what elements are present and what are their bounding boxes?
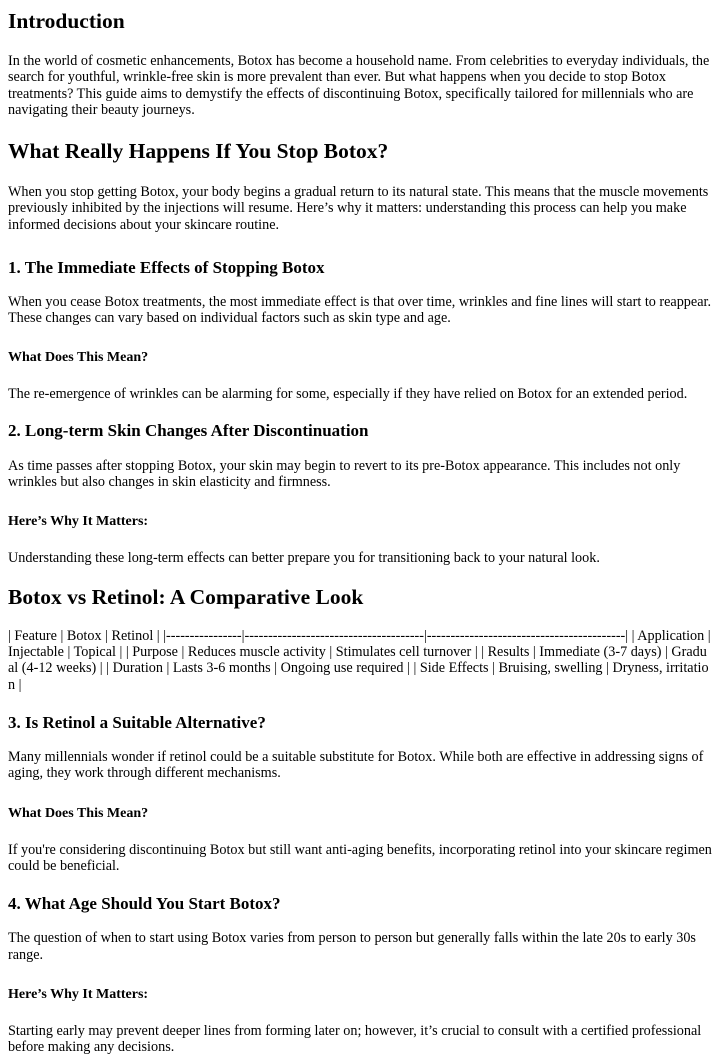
- heading-immediate-effects: 1. The Immediate Effects of Stopping Botox: [8, 258, 325, 278]
- paragraph: When you cease Botox treatments, the most immediate effect is that over time, wrinkles and fine lines will start to reappear. These changes can vary based on individual factors such as skin type and age.: [8, 294, 711, 327]
- heading-introduction: Introduction: [8, 9, 125, 33]
- subheading-why-it-matters: Here’s Why It Matters:: [8, 513, 149, 529]
- paragraph: The re-emergence of wrinkles can be alarming for some, especially if they have relied on Botox for an extended period.: [8, 385, 688, 402]
- paragraph: Starting early may prevent deeper lines from forming later on; however, it’s crucial to consult with a certified professional before making any decisions.: [8, 1022, 702, 1055]
- heading-age-to-start: 4. What Age Should You Start Botox?: [8, 894, 281, 914]
- subheading-what-does-this-mean: What Does This Mean?: [8, 349, 149, 365]
- paragraph: Many millennials wonder if retinol could be a suitable substitute for Botox. While both are effective in addressing signs of aging, they work through different mechanisms.: [8, 749, 704, 782]
- article: [0, 8, 720, 1055]
- paragraph: If you're considering discontinuing Botox but still want anti-aging benefits, incorporating retinol into your skincare regimen could be beneficial.: [8, 841, 712, 874]
- paragraph: In the world of cosmetic enhancements, Botox has become a household name. From celebrities to everyday individuals, the search for youthful, wrinkle-free skin is more prevalent than ever. But what happens when you decide to stop Botox treatments? This guide aims to demystify the effects of discontinuing Botox, specifically tailored for millennials who are navigating their beauty journeys.: [8, 53, 710, 118]
- heading-what-happens: What Really Happens If You Stop Botox?: [8, 139, 389, 164]
- paragraph: When you stop getting Botox, your body begins a gradual return to its natural state. This means that the muscle movements previously inhibited by the injections will resume. Here’s why it matters: understanding this process can help you make informed decisions about your skincare routine.: [8, 184, 709, 233]
- paragraph: As time passes after stopping Botox, your skin may begin to revert to its pre-Botox appearance. This includes not only wrinkles but also changes in skin elasticity and firmness.: [8, 457, 681, 491]
- heading-retinol-alternative: 3. Is Retinol a Suitable Alternative?: [8, 713, 266, 733]
- paragraph: The question of when to start using Botox varies from person to person but generally falls within the late 20s to early 30s range.: [8, 930, 696, 963]
- paragraph: Understanding these long-term effects can better prepare you for transitioning back to your natural look.: [8, 549, 600, 566]
- subheading-what-does-this-mean: What Does This Mean?: [8, 805, 149, 821]
- heading-long-term-changes: 2. Long-term Skin Changes After Discontinuation: [8, 420, 369, 440]
- subheading-why-it-matters: Here’s Why It Matters:: [8, 986, 149, 1002]
- heading-botox-vs-retinol: Botox vs Retinol: A Comparative Look: [8, 584, 364, 609]
- comparison-table-text: | Feature | Botox | Retinol | |----------------|--------------------------------------|------------------------------------------| | Application | Injectable | Topical | | Purpose | Reduces muscle activity | Stimulates cell turnover | | Results | Immediate (3-7 days) | Gradual (4-12 weeks) | | Duration | Lasts 3-6 months | Ongoing use required | | Side Effects | Bruising, swelling | Dryness, irritation |: [8, 627, 711, 693]
